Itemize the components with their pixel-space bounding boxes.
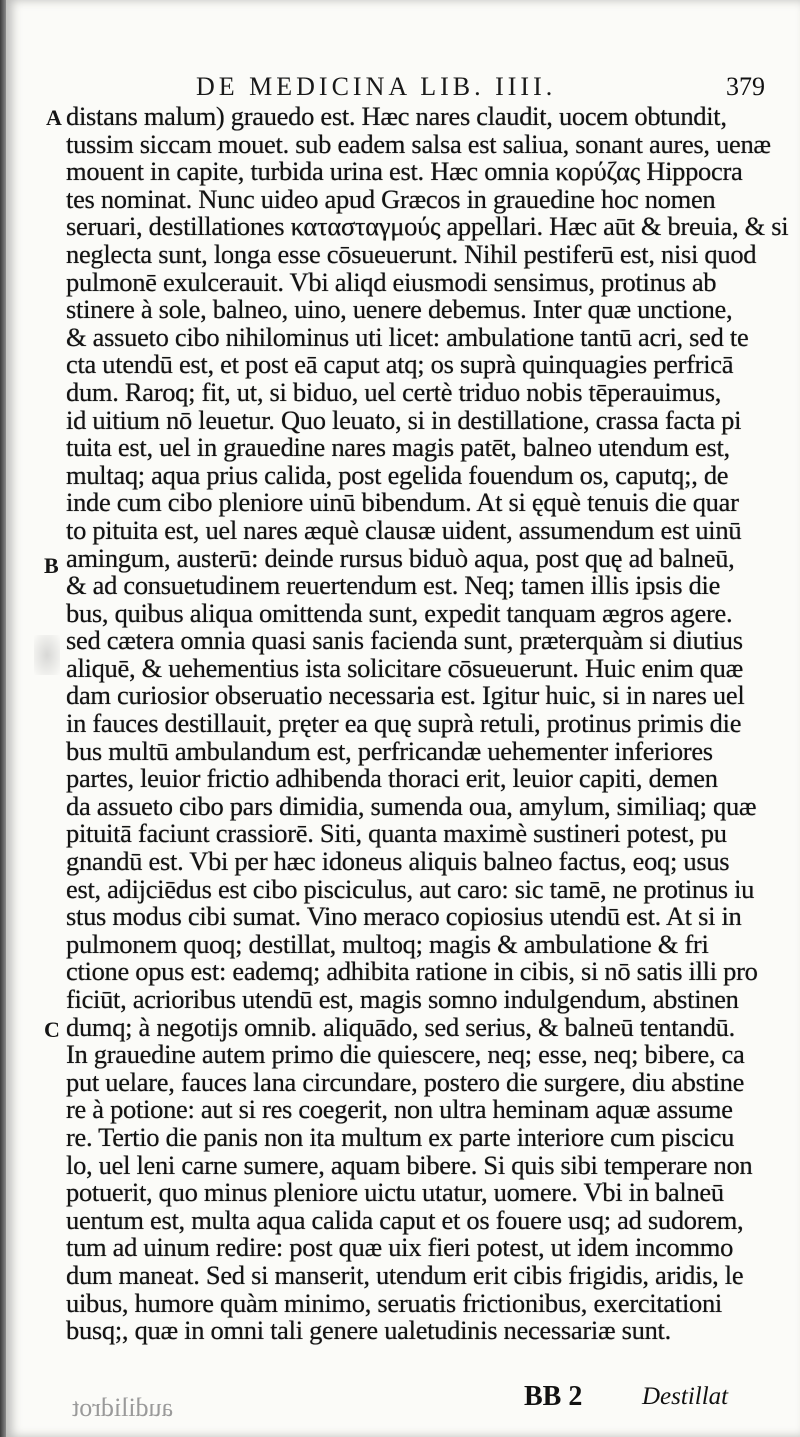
text-line: da assueto cibo pars dimidia, sumenda oua, amylum, similiaq; quæ	[66, 790, 757, 821]
text-line: re. Tertio die panis non ita multum ex parte interiore cum piscicu	[66, 1121, 735, 1152]
text-line: bus, quibus aliqua omittenda sunt, expedit tanquam ægros agere.	[66, 597, 733, 628]
margin-letter-c: C	[44, 1017, 60, 1042]
margin-letter-b: B	[44, 553, 59, 578]
text-line: busq;, quæ in omni tali genere ualetudinis necessariæ sunt.	[66, 1315, 671, 1346]
running-head: DE MEDICINA LIB. IIII.	[196, 72, 557, 101]
text-line: & assueto cibo nihilominus uti licet: ambulatione tantū acri, sed te	[66, 321, 749, 352]
body-text	[66, 101, 789, 1346]
text-line: tum ad uinum redire: post quæ uix fieri potest, ut idem incommo	[66, 1232, 734, 1263]
text-line: to pituita est, uel nares æquè clausæ uident, assumendum est uinū	[66, 514, 742, 545]
text-line: stinere à sole, balneo, uino, uenere debemus. Inter quæ unctione,	[66, 294, 733, 325]
text-line: uentum est, multa aqua calida caput et os fouere usq; ad sudorem,	[66, 1204, 744, 1235]
text-line: pulmonē exulcerauit. Vbi aliqd eiusmodi sensimus, protinus ab	[66, 266, 717, 297]
text-line: In grauedine autem primo die quiescere, neq; esse, neq; bibere, ca	[66, 1039, 745, 1070]
text-line: dum maneat. Sed si manserit, utendum erit cibis frigidis, aridis, le	[66, 1259, 744, 1290]
text-line: multaq; aqua prius calida, post egelida fouendum os, caputq;, de	[66, 459, 729, 490]
text-line: put uelare, fauces lana circundare, postero die surgere, diu abstine	[66, 1066, 745, 1097]
text-line: seruari, destillationes κατασταγμούς appellari. Hæc aūt & breuia, & si	[66, 211, 789, 242]
text-line: in fauces destillauit, pręter ea quę suprà retuli, protinus primis die	[66, 708, 742, 739]
text-line: amingum, austerū: deinde rursus biduò aqua, post quę ad balneū,	[66, 542, 735, 573]
text-line: potuerit, quo minus pleniore uictu utatur, uomere. Vbi in balneū	[66, 1177, 724, 1208]
show-through-text: audilidrot	[72, 1393, 174, 1422]
text-line: ficiūt, acrioribus utendū est, magis somno indulgendum, abstinen	[66, 984, 739, 1014]
text-line: pituitā faciunt crassiorē. Siti, quanta maximè sustineri potest, pu	[66, 818, 727, 849]
text-line: est, adijciēdus est cibo pisciculus, aut caro: sic tamē, ne protinus iu	[66, 873, 755, 904]
text-line: distans malum) grauedo est. Hæc nares claudit, uocem obtundit,	[66, 101, 727, 131]
text-line: uibus, humore quàm minimo, seruatis frictionibus, exercitationi	[66, 1287, 722, 1318]
text-line: cta utendū est, et post eā caput atq; os suprà quinquagies perfricā	[66, 349, 734, 380]
text-line: pulmonem quoq; destillat, multoq; magis & ambulatione & fri	[66, 928, 709, 959]
ink-bleed	[34, 635, 60, 675]
text-line: dam curiosior obseruatio necessaria est. Igitur huic, si in nares uel	[66, 680, 745, 711]
text-line: dumq; à negotijs omnib. aliquādo, sed serius, & balneū tentandū.	[66, 1011, 735, 1042]
text-line: mouent in capite, turbida urina est. Hæc omnia κορύζας Hippocra	[66, 156, 743, 187]
text-line: dum. Raroq; fit, ut, si biduo, uel certè triduo nobis tēperauimus,	[66, 376, 722, 407]
text-line: tussim siccam mouet. sub eadem salsa est saliua, sonant aures, uenæ	[66, 128, 771, 159]
signature-mark: BB 2	[524, 1381, 583, 1412]
text-line: tes nominat. Nunc uideo apud Græcos in grauedine hoc nomen	[66, 183, 716, 214]
text-line: gnandū est. Vbi per hæc idoneus aliquis balneo factus, eoq; usus	[66, 846, 730, 877]
text-line: partes, leuior frictio adhibenda thoraci erit, leuior capiti, demen	[66, 763, 718, 794]
text-line: lo, uel leni carne sumere, aquam bibere. Si quis sibi temperare non	[66, 1149, 753, 1180]
text-line: sed cætera omnia quasi sanis facienda sunt, præterquàm si diutius	[66, 625, 743, 656]
text-line: bus multū ambulandum est, perfricandæ uehementer inferiores	[66, 735, 713, 766]
text-line: ctione opus est: eademq; adhibita ratione in cibis, si nō satis illi pro	[66, 956, 758, 987]
text-line: stus modus cibi sumat. Vino meraco copiosius utendū est. At si in	[66, 901, 742, 932]
catchword: Destillat	[642, 1383, 729, 1410]
page-number: 379	[726, 72, 765, 101]
text-line: neglecta sunt, longa esse cōsueuerunt. Nihil pestiferū est, nisi quod	[66, 238, 757, 269]
text-line: tuita est, uel in grauedine nares magis patēt, balneo utendum est,	[66, 432, 730, 463]
text-line: re à potione: aut si res coegerit, non ultra heminam aquæ assume	[66, 1094, 733, 1125]
text-line: inde cum cibo pleniore uinū bibendum. At si ęquè tenuis die quar	[66, 487, 739, 518]
text-line: aliquē, & uehementius ista solicitare cōsueuerunt. Huic enim quæ	[66, 652, 743, 683]
margin-letter-a: A	[46, 105, 62, 130]
text-line: & ad consuetudinem reuertendum est. Neq; tamen illis ipsis die	[66, 570, 721, 601]
text-line: id uitium nō leuetur. Quo leuato, si in destillatione, crassa facta pi	[66, 404, 742, 435]
